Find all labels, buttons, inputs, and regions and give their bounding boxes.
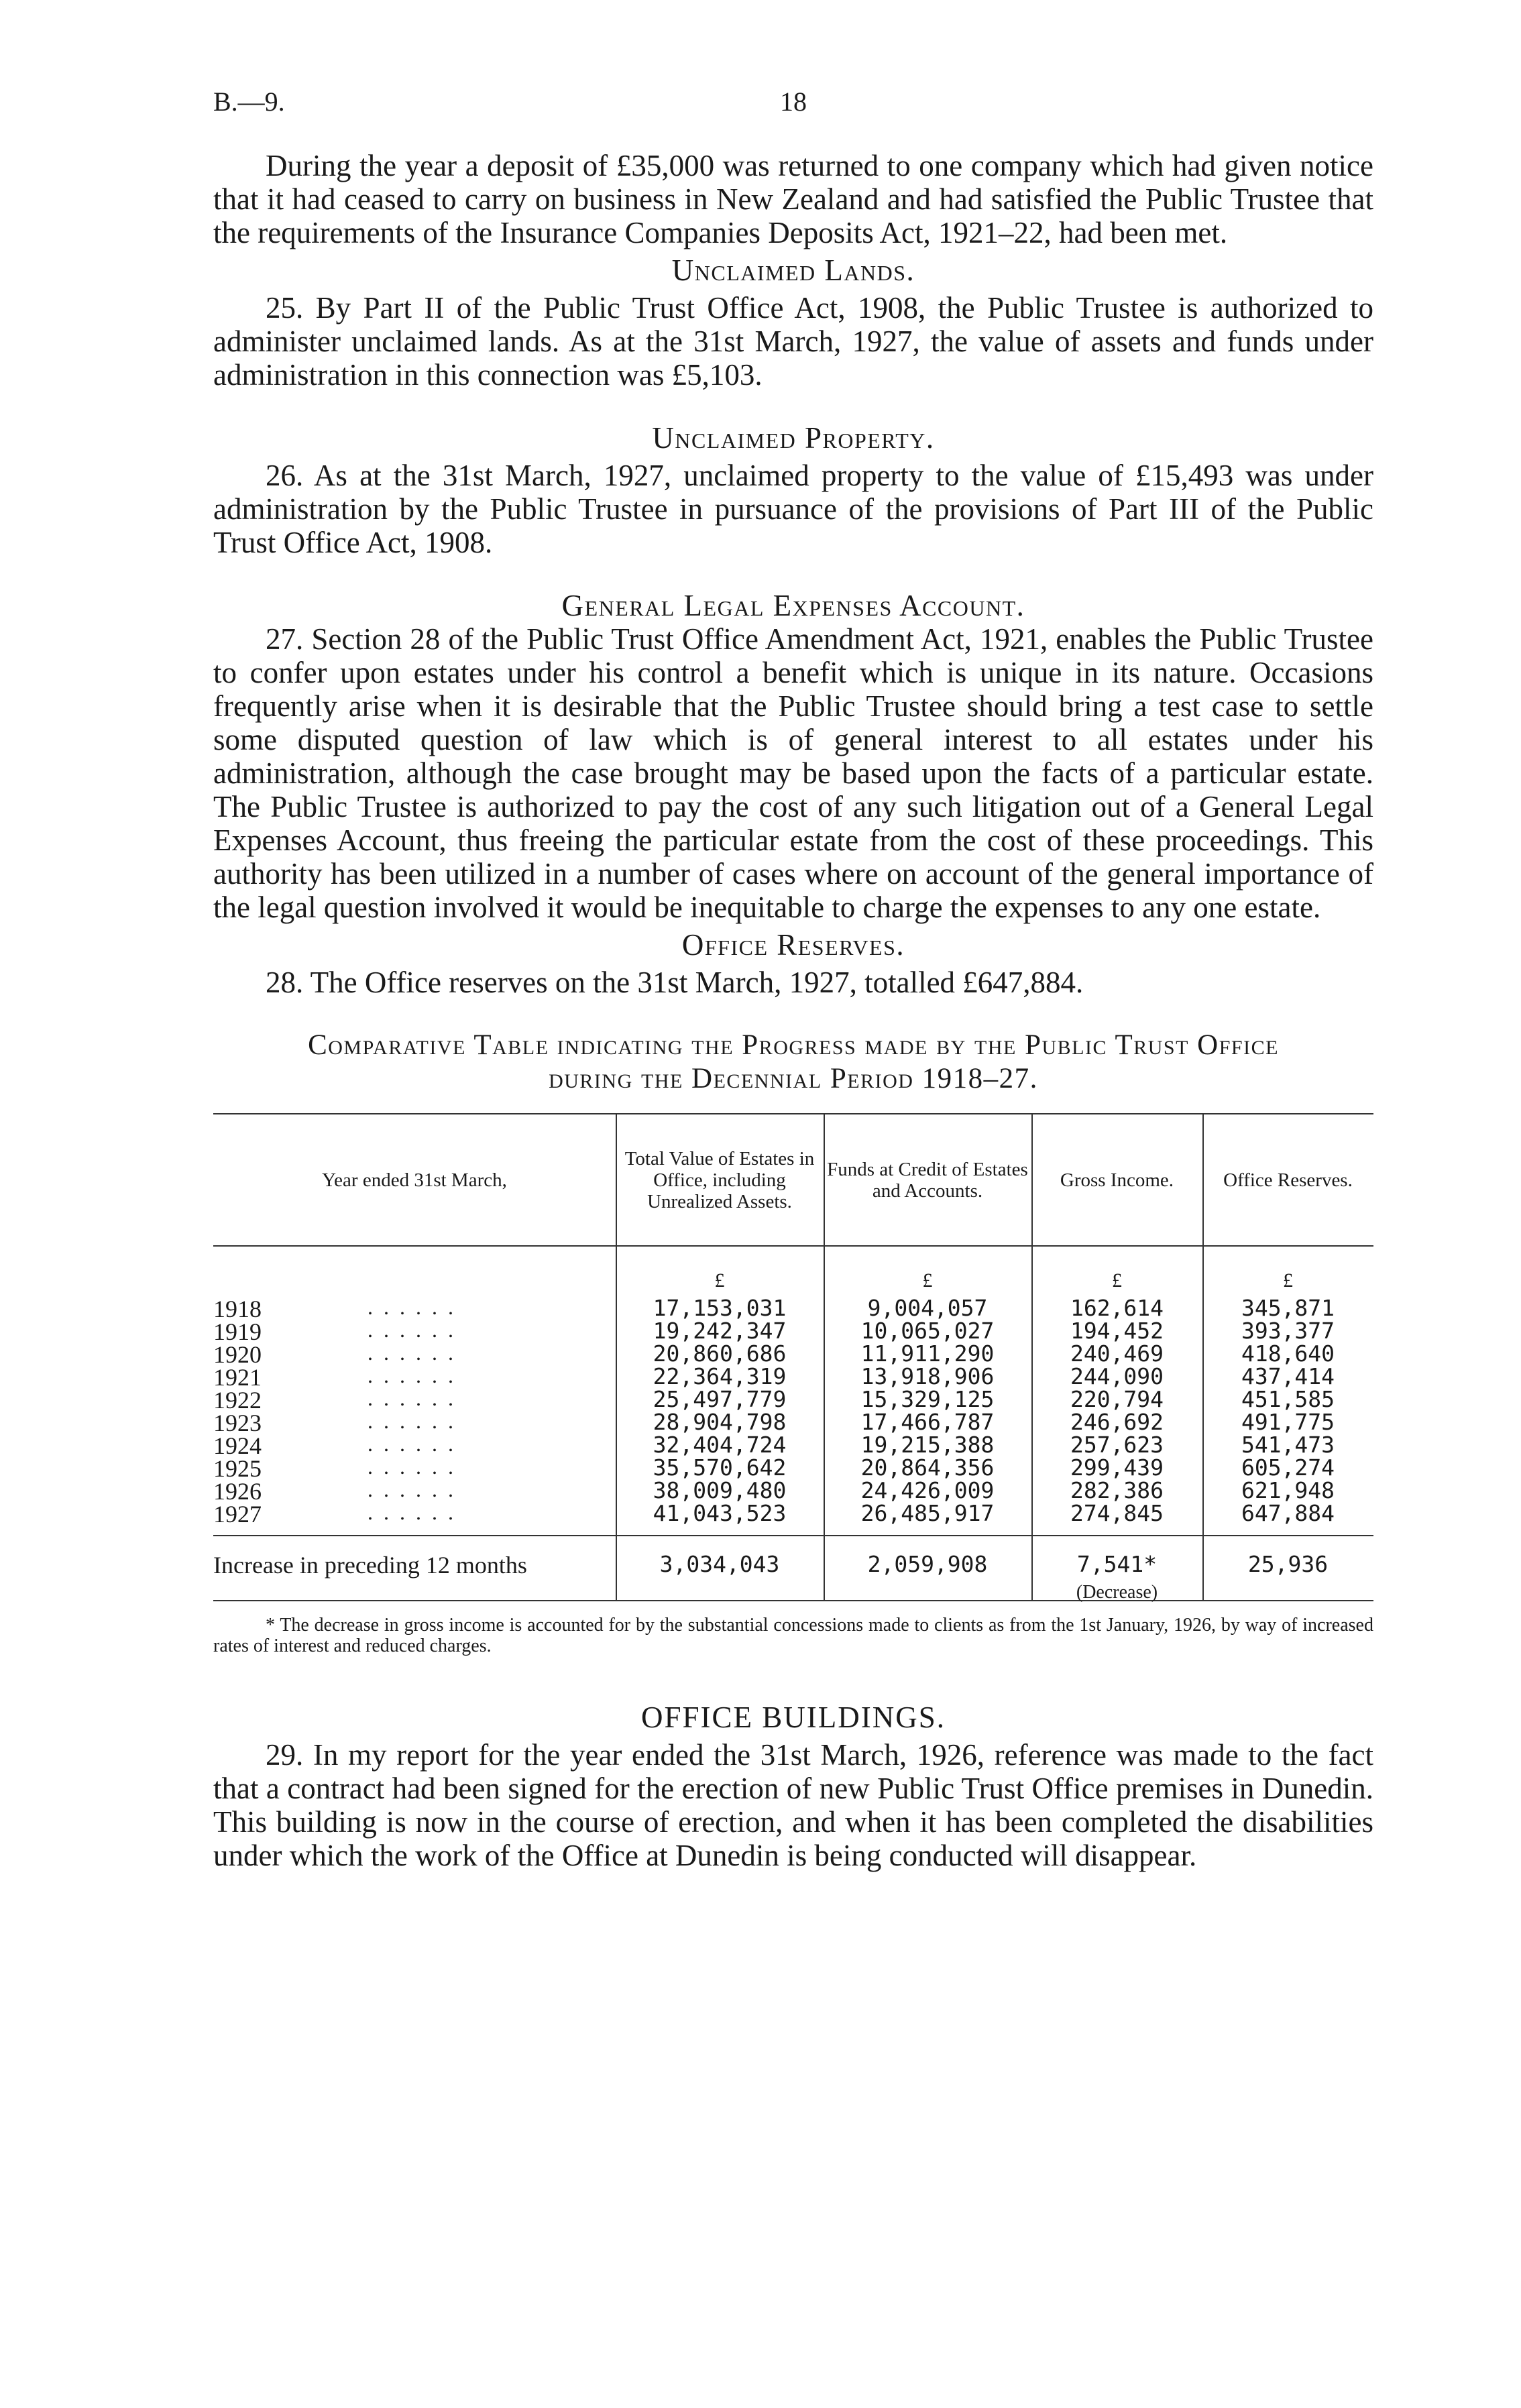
- row-income: 274,845: [1070, 1500, 1164, 1526]
- paragraph-29: 29. In my report for the year ended the 31st March, 1926, reference was made to the fact that a contract had been signed for the erection of new Public Trust Office premises in Dunedin. This building is now in the course of erection, and when it has been completed the disabilities under which the work of the Office at Dunedin is being conducted will disappear.: [213, 1738, 1373, 1872]
- row-leader-dots: . . . . . .: [368, 1386, 456, 1410]
- row-reserves: 605,274: [1241, 1454, 1335, 1481]
- deposit-paragraph: During the year a deposit of £35,000 was returned to one company which had given notice that it had ceased to carry on business in New Zealand and had satisfied the Public Trustee that the requirements of the Insurance Companies Deposits Act, 1921–22, had been met.: [213, 149, 1373, 249]
- unit-total: £: [714, 1269, 725, 1292]
- header-divider: [616, 1114, 617, 1245]
- col-header-year: Year ended 31st March,: [322, 1169, 507, 1191]
- row-income: 257,623: [1070, 1432, 1164, 1458]
- table-row: [213, 1500, 1373, 1527]
- row-income: 194,452: [1070, 1318, 1164, 1344]
- increase-funds: 2,059,908: [867, 1551, 988, 1577]
- heading-unclaimed-lands: Unclaimed Lands.: [671, 253, 915, 287]
- row-income: 162,614: [1070, 1295, 1164, 1321]
- row-reserves: 437,414: [1241, 1363, 1335, 1389]
- paragraph-25: 25. By Part II of the Public Trust Office Act, 1908, the Public Trustee is authorized to administer unclaimed lands. As at the 31st March, 1927, the value of assets and funds under administration in this connection was £5,103.: [213, 291, 1373, 392]
- row-funds: 19,215,388: [860, 1432, 995, 1458]
- row-funds: 17,466,787: [860, 1409, 995, 1435]
- col-header-total: Total Value of Estates in Office, including Unrealized Assets.: [624, 1147, 815, 1212]
- row-income: 240,469: [1070, 1340, 1164, 1367]
- row-reserves: 345,871: [1241, 1295, 1335, 1321]
- increase-reserves: 25,936: [1247, 1551, 1329, 1577]
- row-year: 1924: [213, 1432, 262, 1459]
- paragraph-27: 27. Section 28 of the Public Trust Office Amendment Act, 1921, enables the Public Trustee to confer upon estates under his control a benefit which is unique in its nature. Occasions frequently arise when it is desirable that the Public Trustee should bring a test case to settle some disputed question of law which is of general interest to all estates under his administration, although the case brought may be based upon the facts of a particular estate. The Public Trustee is authorized to pay the cost of any such litigation out of a General Legal Expenses Account, thus freeing the particular estate from the cost of these proceedings. This authority has been utilized in a number of cases where on account of the general importance of the legal question involved it would be inequitable to charge the expenses to any one estate.: [213, 622, 1373, 924]
- row-leader-dots: . . . . . .: [368, 1432, 456, 1456]
- row-funds: 10,065,027: [860, 1318, 995, 1344]
- page-number: 18: [780, 87, 807, 117]
- row-income: 299,439: [1070, 1454, 1164, 1481]
- increase-label: Increase in preceding 12 months: [213, 1552, 527, 1579]
- header-divider: [1202, 1114, 1204, 1245]
- row-leader-dots: . . . . . .: [368, 1363, 456, 1387]
- row-year: 1927: [213, 1501, 262, 1528]
- unit-funds: £: [922, 1269, 933, 1292]
- table-body: [213, 1247, 1373, 1535]
- row-year: 1925: [213, 1455, 262, 1482]
- table-increase-row: [213, 1535, 1373, 1603]
- heading-legal-expenses: General Legal Expenses Account.: [561, 589, 1025, 622]
- row-total: 22,364,319: [653, 1363, 787, 1389]
- row-leader-dots: . . . . . .: [368, 1409, 456, 1433]
- heading-office-reserves: Office Reserves.: [681, 928, 905, 962]
- row-total: 19,242,347: [653, 1318, 787, 1344]
- row-funds: 9,004,057: [867, 1295, 988, 1321]
- row-leader-dots: . . . . . .: [368, 1500, 456, 1524]
- row-total: 32,404,724: [653, 1432, 787, 1458]
- income-decrease-note: (Decrease): [1076, 1582, 1158, 1603]
- row-funds: 24,426,009: [860, 1477, 995, 1503]
- row-reserves: 418,640: [1241, 1340, 1335, 1367]
- row-total: 35,570,642: [653, 1454, 787, 1481]
- row-year: 1921: [213, 1364, 262, 1391]
- col-header-funds: Funds at Credit of Estates and Accounts.: [827, 1158, 1028, 1202]
- row-funds: 11,911,290: [860, 1340, 995, 1367]
- row-funds: 20,864,356: [860, 1454, 995, 1481]
- comparative-table: [213, 1113, 1373, 1601]
- table-title-line1: Comparative Table indicating the Progress made by the Public Trust Office: [308, 1029, 1279, 1061]
- page-body: [213, 149, 1373, 1872]
- paragraph-28: 28. The Office reserves on the 31st March, 1927, totalled £647,884.: [266, 966, 1084, 999]
- row-leader-dots: . . . . . .: [368, 1340, 456, 1365]
- row-income: 220,794: [1070, 1386, 1164, 1412]
- row-reserves: 647,884: [1241, 1500, 1335, 1526]
- paragraph-26: 26. As at the 31st March, 1927, unclaimed property to the value of £15,493 was under administration by the Public Trustee in pursuance of the provisions of Part III of the Public Trust Office Act, 1908.: [213, 459, 1373, 559]
- row-leader-dots: . . . . . .: [368, 1454, 456, 1479]
- row-total: 38,009,480: [653, 1477, 787, 1503]
- row-income: 244,090: [1070, 1363, 1164, 1389]
- table-footnote: * The decrease in gross income is accounted for by the substantial concessions made to clients as from the 1st January, 1926, by way of increased rates of interest and reduced charges.: [213, 1615, 1373, 1656]
- increase-income: 7,541*: [1076, 1551, 1158, 1577]
- page-header: [213, 86, 1373, 126]
- header-divider: [824, 1114, 825, 1245]
- col-header-reserves: Office Reserves.: [1223, 1169, 1353, 1191]
- table-title-line2: during the Decennial Period 1918–27.: [549, 1063, 1038, 1094]
- row-leader-dots: . . . . . .: [368, 1477, 456, 1501]
- header-divider: [1031, 1114, 1033, 1245]
- unit-income: £: [1112, 1269, 1122, 1292]
- row-funds: 13,918,906: [860, 1363, 995, 1389]
- increase-total: 3,034,043: [659, 1551, 780, 1577]
- row-total: 25,497,779: [653, 1386, 787, 1412]
- row-income: 282,386: [1070, 1477, 1164, 1503]
- row-total: 41,043,523: [653, 1500, 787, 1526]
- row-reserves: 621,948: [1241, 1477, 1335, 1503]
- row-year: 1923: [213, 1410, 262, 1436]
- row-reserves: 393,377: [1241, 1318, 1335, 1344]
- row-total: 20,860,686: [653, 1340, 787, 1367]
- row-reserves: 541,473: [1241, 1432, 1335, 1458]
- row-leader-dots: . . . . . .: [368, 1318, 456, 1342]
- row-funds: 15,329,125: [860, 1386, 995, 1412]
- heading-unclaimed-property: Unclaimed Property.: [652, 421, 935, 455]
- row-income: 246,692: [1070, 1409, 1164, 1435]
- row-year: 1918: [213, 1296, 262, 1322]
- heading-office-buildings: OFFICE BUILDINGS.: [640, 1701, 946, 1734]
- col-header-income: Gross Income.: [1060, 1169, 1174, 1191]
- row-total: 28,904,798: [653, 1409, 787, 1435]
- row-reserves: 451,585: [1241, 1386, 1335, 1412]
- unit-reserves: £: [1283, 1269, 1293, 1292]
- row-year: 1920: [213, 1341, 262, 1368]
- row-year: 1926: [213, 1478, 262, 1505]
- table-header: [213, 1114, 1373, 1247]
- row-leader-dots: . . . . . .: [368, 1295, 456, 1319]
- row-year: 1922: [213, 1387, 262, 1414]
- row-funds: 26,485,917: [860, 1500, 995, 1526]
- row-total: 17,153,031: [653, 1295, 787, 1321]
- row-year: 1919: [213, 1318, 262, 1345]
- row-reserves: 491,775: [1241, 1409, 1335, 1435]
- document-code: B.—9.: [213, 87, 285, 117]
